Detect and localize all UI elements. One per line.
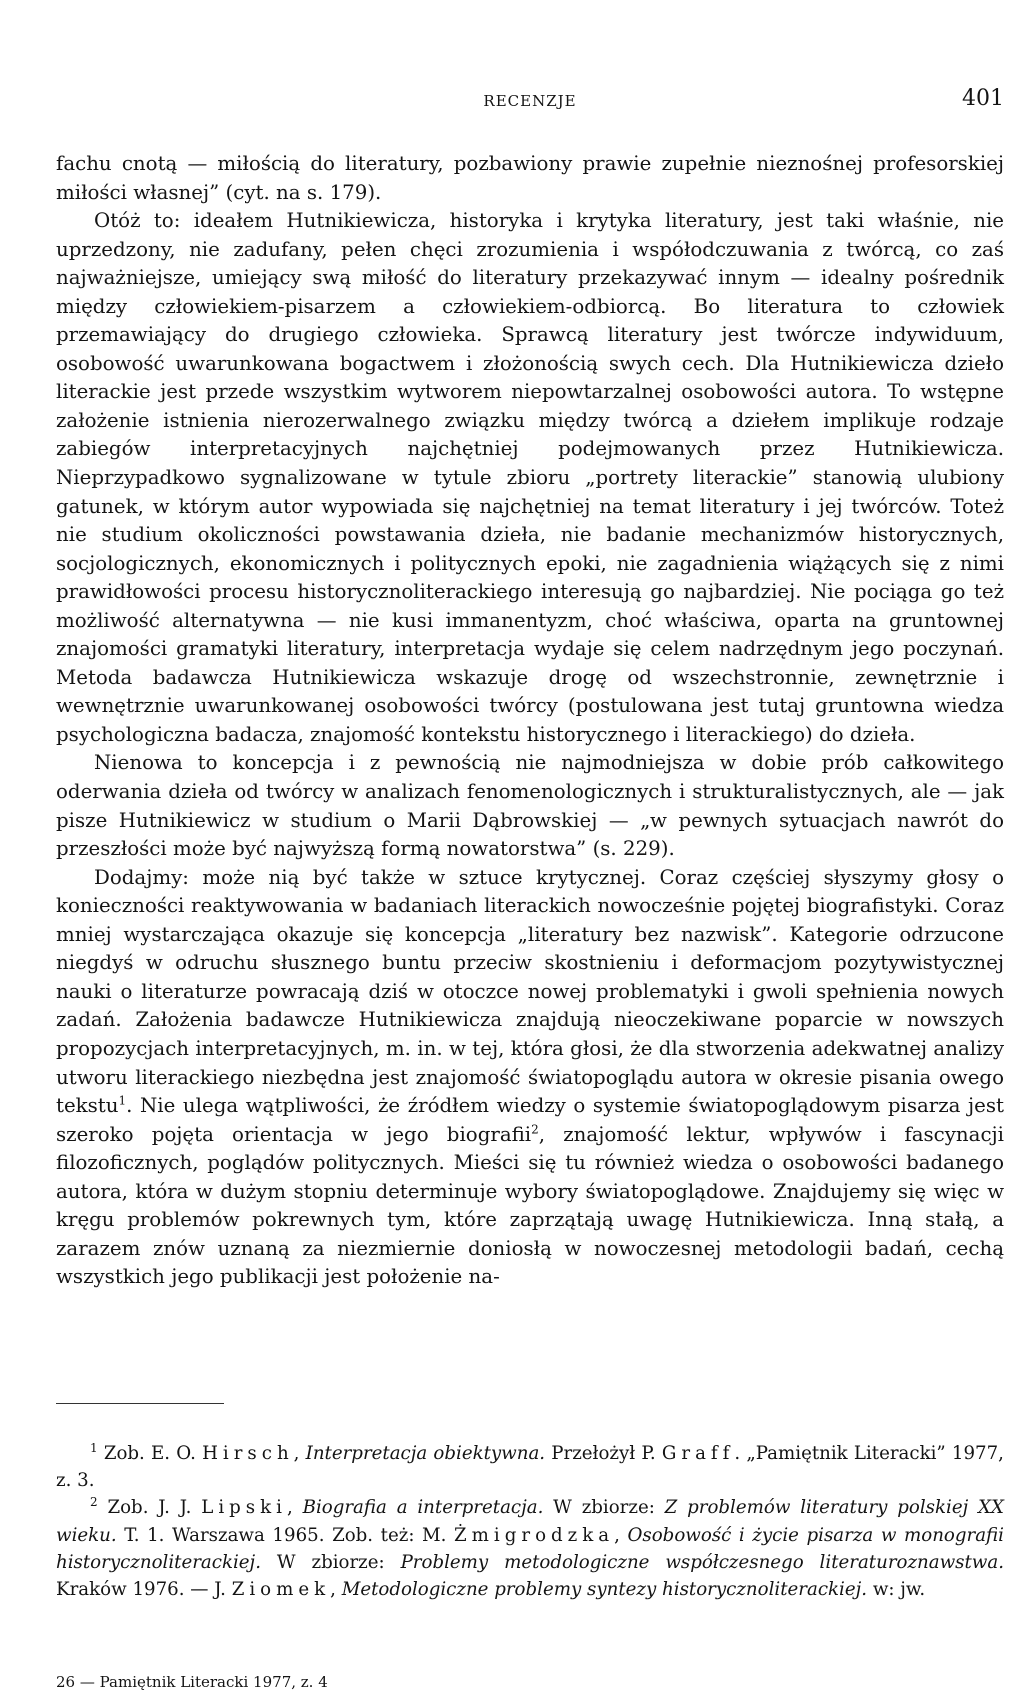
footnote-text: Kraków 1976. — J. xyxy=(56,1579,232,1601)
footnote-text: , xyxy=(330,1579,342,1601)
paragraph: Nienowa to koncepcja i z pewnością nie najmodniejsza w dobie prób całkowitego oderwania dzieła od twórcy w analizach fenomenologicznych i strukturalistycznych, ale — jak pisze Hutnikiewicz w studium o Marii Dąbrowskiej — „w pewnych sytuacjach nawrót do przeszłości może być najwyższą formą nowatorstwa” (s. 229). xyxy=(56,751,1004,861)
footnote-text: w: jw. xyxy=(867,1579,926,1601)
paragraph: Otóż to: ideałem Hutnikiewicza, historyka i krytyka literatury, jest taki właśnie, nie uprzedzony, nie zadufany, pełen chęci zrozumienia i współodczuwania z twórcą, co zaś najważniejsze, umiejący swą miłość do literatury przekazywać innym — idealny pośrednik między człowiekiem-pisarzem a człowiekiem-odbiorcą. Bo literatura to człowiek przemawiający do drugiego człowieka. Sprawcą literatury jest twórcze indywiduum, osobowość uwarunkowana bogactwem i złożonością swych cech. Dla Hutnikiewicza dzieło literackie jest przede wszystkim wytworem niepowtarzalnej osobowości autora. To wstępne założenie istnienia nierozerwalnego związku między twórcą a dziełem implikuje rodzaje zabiegów interpretacyjnych najchętniej podejmowanych przez Hutnikiewicza. Nieprzypadkowo sygnalizowane w tytule zbioru „portrety literackie” stanowią ulubiony gatunek, w którym autor wypowiada się najchętniej na temat literatury i jej twórców. Toteż nie studium okoliczności powstawania dzieła, nie badanie mechanizmów historycznych, socjologicznych, ekonomicznych i politycznych epoki, nie zagadnienia wiążących się z nimi prawidłowości procesu historycznoliterackiego interesują go najbardziej. Nie pociąga go też możliwość alternatywna — nie kusi immanentyzm, choć właściwa, oparta na gruntownej znajomości gramatyki literatury, interpretacja wydaje się celem nadrzędnym jego poczynań. Metoda badawcza Hutnikiewicza wskazuje drogę od wszechstronnie, zewnętrznie i wewnętrznie uwarunkowanej osobowości twórcy (postulowana jest tutaj gruntowna wiedza psychologiczna badacza, znajomość kontekstu historycznego i literackiego) do dzieła. xyxy=(56,209,1004,746)
paragraph: fachu cnotą — miłością do literatury, pozbawiony prawie zupełnie nieznośnej profesorskiej miłości własnej” (cyt. na s. 179). xyxy=(56,152,1004,204)
paragraph-text: . Nie ulega wątpliwości, że źródłem wiedzy o systemie światopoglądowym pisarza jest szeroko pojęta orientacja w jego biografii xyxy=(56,1094,1004,1146)
footnote-mark: 2 xyxy=(90,1495,98,1510)
footnote-text: . „Pamiętnik Literacki” 1977, z. 3. xyxy=(56,1443,1004,1492)
paragraph xyxy=(56,864,1004,1292)
work-title: Osobowość i życie pisarza w monografii historycznoliterackiej. xyxy=(56,1524,1004,1573)
page-header xyxy=(56,86,1004,116)
footnote-ref[interactable]: 1 xyxy=(118,1093,127,1108)
footnote-text: Zob. E. O. xyxy=(103,1443,203,1464)
work-title: Z problemów literatury polskiej XX wieku. xyxy=(56,1497,1004,1546)
paragraph-text: Dodajmy: może nią być także w sztuce krytycznej. Coraz częściej słyszymy głosy o konieczności reaktywowania w badaniach literackich nowocześnie pojętej biografistyki. Coraz mniej wystarczająca okazuje się koncepcja „literatury bez nazwisk”. Kategorie odrzucone niegdyś w odruchu słusznego buntu przeciw skostnieniu i deformacjom pozytywistycznej nauki o literaturze powracają dziś w otoczce nowej problematyki i gwoli spełnienia nowych zadań. Założenia badawcze Hutnikiewicza znajdują nieoczekiwane poparcie w nowszych propozycjach interpretacyjnych, m. in. w tej, która głosi, że dla stworzenia adekwatnej analizy utworu literackiego niezbędna jest znajomość światopoglądu autora w okresie pisania owego tekstu xyxy=(56,865,1004,1118)
footnote-ref[interactable]: 2 xyxy=(531,1122,539,1136)
author-name: Żmigrodzka xyxy=(454,1524,615,1546)
work-title: Metodologiczne problemy syntezy historycznoliterackiej. xyxy=(341,1579,868,1601)
author-name: Hirsch xyxy=(202,1443,294,1464)
footnotes xyxy=(56,1440,1004,1603)
author-name: Lipski xyxy=(201,1497,287,1519)
paragraph-text: , znajomość lektur, wpływów i fascynacji filozoficznych, poglądów politycznych. Mieści się tu również wiedza o osobowości badanego autora, która w dużym stopniu determinuje wybory światopoglądowe. Znajdujemy się więc w kręgu problemów pokrewnych tym, które zaprzątają uwagę Hutnikiewicza. Inną stałą, a zarazem znów uznaną za niezmiernie doniosłą w nowoczesnej metodologii badań, cechą wszystkich jego publikacji jest położenie na- xyxy=(56,1122,1004,1289)
work-title: Biografia a interpretacja. xyxy=(302,1497,544,1519)
work-title: Problemy metodologiczne współczesnego literaturoznawstwa. xyxy=(400,1551,1005,1573)
footnote-text: Zob. J. J. xyxy=(107,1497,202,1519)
footnote-text: W zbiorze: xyxy=(260,1551,401,1573)
printer-signature: 26 — Pamiętnik Literacki 1977, z. 4 xyxy=(56,1673,328,1691)
footnote-text: , xyxy=(286,1497,303,1519)
work-title: Interpretacja obiektywna. xyxy=(305,1443,546,1464)
footnote-text: Przełożył P. xyxy=(545,1443,662,1464)
footnote-text: T. 1. Warszawa 1965. Zob. też: M. xyxy=(116,1524,455,1546)
footnote-mark: 1 xyxy=(90,1440,98,1455)
author-name: Ziomek xyxy=(231,1579,331,1601)
page-number: 401 xyxy=(962,86,1004,111)
author-name: Graff xyxy=(661,1443,735,1464)
footnote xyxy=(56,1494,1004,1603)
footnote-text: W zbiorze: xyxy=(543,1497,665,1519)
footnote-divider xyxy=(56,1403,224,1404)
body-text xyxy=(56,150,1004,1292)
footnote-text: , xyxy=(614,1524,628,1546)
footnote-text: , xyxy=(293,1443,306,1464)
running-head: RECENZJE xyxy=(483,92,577,110)
footnote xyxy=(56,1440,1004,1494)
